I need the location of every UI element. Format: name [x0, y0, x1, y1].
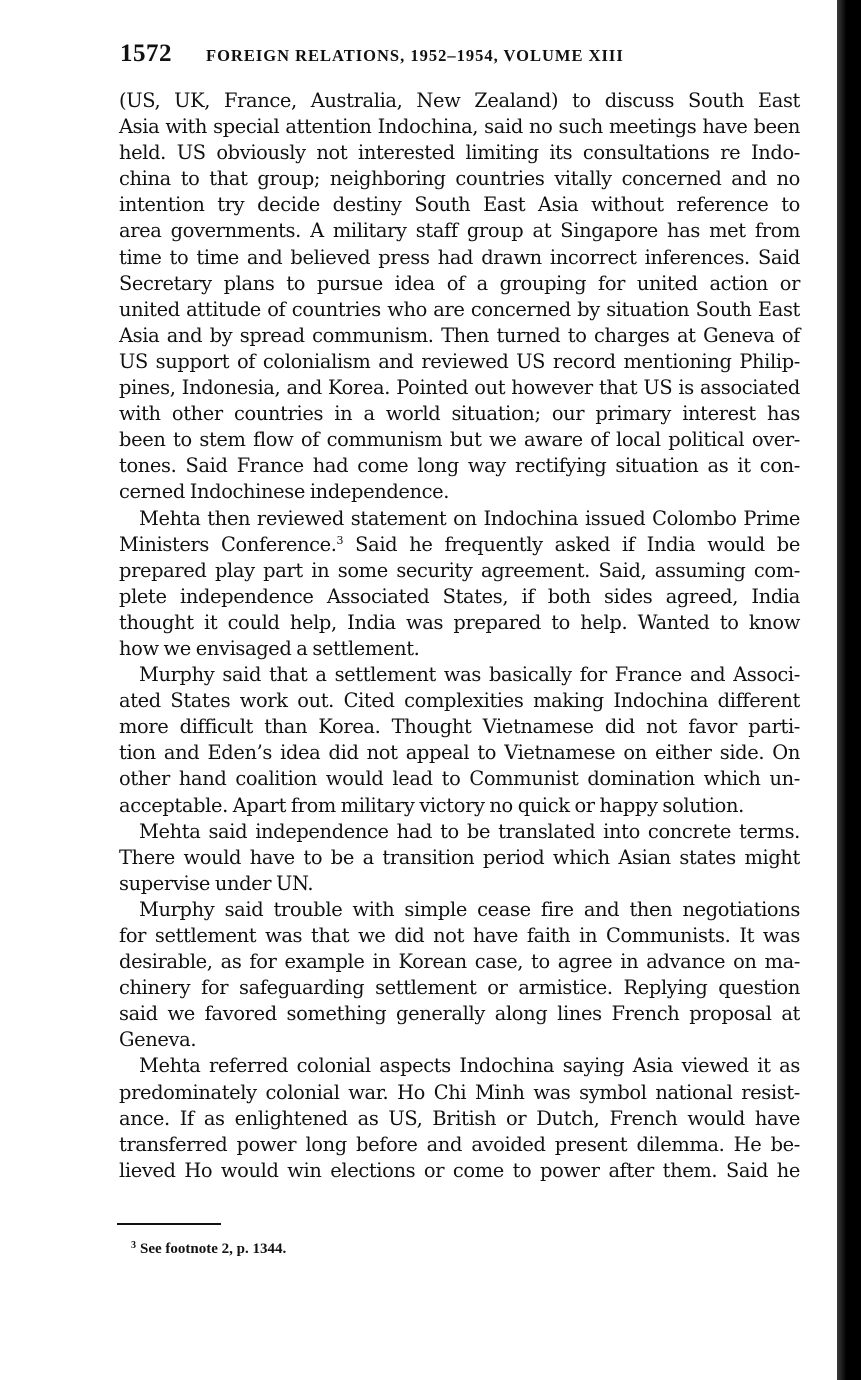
text-line: ance. If as enlightened as US, British or Dutch, French would have	[119, 1106, 800, 1130]
text-line: acceptable. Apart from military victory no quick or happy solution.	[119, 793, 744, 817]
footnote-marker: 3	[131, 1240, 136, 1251]
text-line: Secretary plans to pursue idea of a grouping for united action or	[119, 271, 800, 295]
text-line: china to that group; neighboring countries vitally concerned and no	[119, 167, 800, 191]
text-line: Murphy said trouble with simple cease fire and then negotiations	[139, 897, 800, 921]
text-line: predominately colonial war. Ho Chi Minh was symbol national resist-	[119, 1080, 800, 1104]
text-line: intention try decide destiny South East Asia without reference to	[119, 193, 800, 217]
text-line: area governments. A military staff group at Singapore has met from	[119, 219, 800, 243]
text-line: with other countries in a world situation; our primary interest has	[119, 402, 800, 426]
footnote-divider	[117, 1223, 221, 1225]
text-line: ated States work out. Cited complexities making Indochina different	[119, 689, 800, 713]
text-line: tion and Eden’s idea did not appeal to Vietnamese on either side. On	[119, 741, 800, 765]
text-line: (US, UK, France, Australia, New Zealand) to discuss South East	[119, 89, 800, 112]
paragraph-1	[119, 88, 800, 506]
text-line: There would have to be a transition period which Asian states might	[119, 845, 800, 869]
text-line-with-footnote	[119, 532, 800, 558]
text-line: lieved Ho would win elections or come to power after them. Said he	[119, 1158, 800, 1182]
text-line: held. US obviously not interested limiting its consultations re Indo-	[119, 141, 800, 165]
text-line: united attitude of countries who are concerned by situation South East	[119, 297, 800, 321]
footnote-reference: 3	[336, 533, 344, 547]
text-line: how we envisaged a settlement.	[119, 636, 420, 660]
text-line: Mehta then reviewed statement on Indochina issued Colombo Prime	[139, 506, 800, 530]
paragraph-3	[119, 662, 800, 819]
text-line: thought it could help, India was prepared to help. Wanted to know	[119, 610, 800, 634]
footnote	[131, 1240, 286, 1258]
body-text	[119, 88, 800, 1184]
text-line: time to time and believed press had drawn incorrect inferences. Said	[119, 245, 800, 269]
text-line: chinery for safeguarding settlement or armistice. Replying question	[119, 976, 800, 1000]
paragraph-4	[119, 819, 800, 897]
text-line: more difficult than Korea. Thought Vietnamese did not favor parti-	[119, 715, 800, 739]
text-line: for settlement was that we did not have faith in Communists. It was	[119, 924, 800, 947]
text-line: pines, Indonesia, and Korea. Pointed out however that US is associated	[119, 376, 800, 400]
text-line: plete independence Associated States, if both sides agreed, India	[119, 584, 800, 608]
text-line: Mehta referred colonial aspects Indochina saying Asia viewed it as	[139, 1054, 800, 1078]
text-line: Asia with special attention Indochina, said no such meetings have been	[119, 115, 800, 139]
text-line: Geneva.	[119, 1028, 197, 1052]
footnote-text: See footnote 2, p. 1344.	[140, 1241, 287, 1257]
text-line: been to stem flow of communism but we aware of local political over-	[119, 428, 800, 452]
text-line: cerned Indochinese independence.	[119, 480, 450, 504]
paragraph-6	[119, 1053, 800, 1183]
running-title: FOREIGN RELATIONS, 1952–1954, VOLUME XIII	[206, 46, 624, 65]
text-line: desirable, as for example in Korean case, to agree in advance on ma-	[119, 950, 800, 974]
running-head	[120, 40, 810, 70]
text-fragment: Ministers Conference.	[119, 532, 337, 556]
text-line: tones. Said France had come long way rectifying situation as it con-	[119, 454, 800, 478]
text-line: Murphy said that a settlement was basically for France and Associ-	[139, 663, 800, 687]
page-number: 1572	[120, 40, 172, 67]
text-line: Asia and by spread communism. Then turned to charges at Geneva of	[119, 323, 800, 347]
text-line: supervise under UN.	[119, 871, 314, 895]
text-line: other hand coalition would lead to Communist domination which un-	[119, 767, 800, 791]
text-line: prepared play part in some security agreement. Said, assuming com-	[119, 558, 800, 582]
text-line: said we favored something generally along lines French proposal at	[119, 1002, 800, 1026]
text-line: US support of colonialism and reviewed US record mentioning Philip-	[119, 349, 800, 373]
text-line: transferred power long before and avoided present dilemma. He be-	[119, 1132, 800, 1156]
text-fragment: Said he frequently asked if India would be	[343, 532, 800, 556]
paragraph-2	[119, 506, 800, 663]
text-line: Mehta said independence had to be translated into concrete terms.	[139, 819, 800, 843]
paragraph-5	[119, 897, 800, 1054]
page-edge-shadow	[837, 0, 861, 1380]
